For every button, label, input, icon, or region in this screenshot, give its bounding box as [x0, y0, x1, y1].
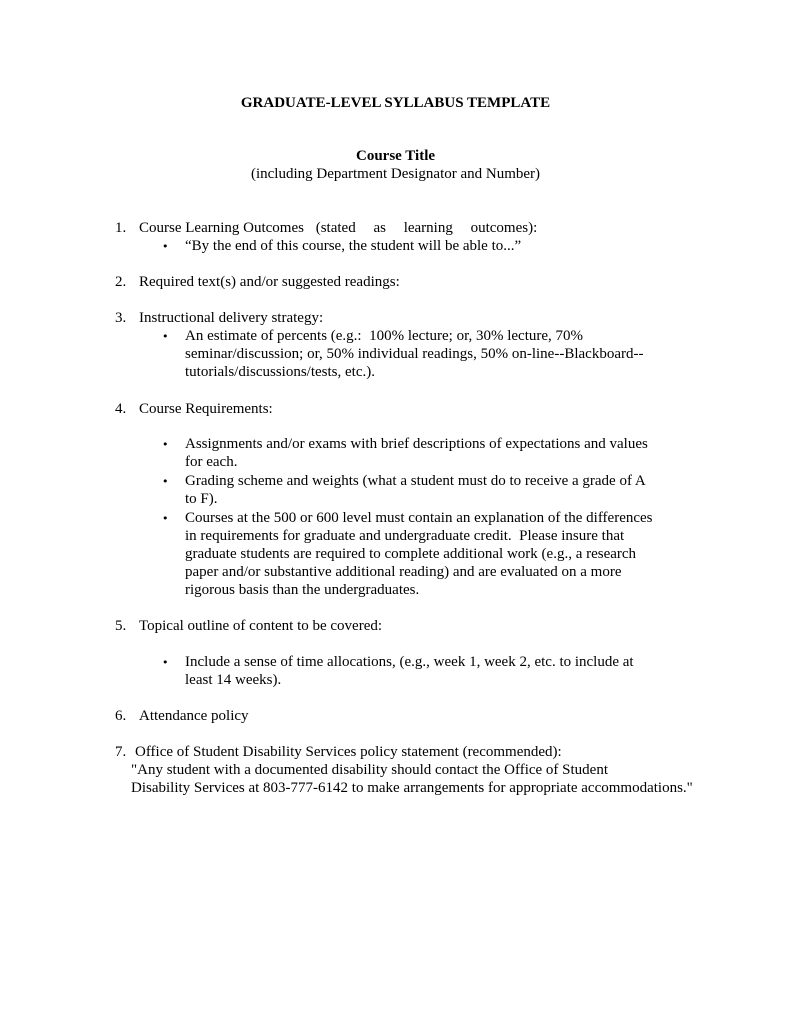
item-number: 6. [115, 708, 127, 724]
bullet-line: Grading scheme and weights (what a student must do to receive a grade of A [185, 473, 646, 489]
bullet-item [185, 327, 685, 381]
item-label-suffix: (stated as learning outcomes): [315, 220, 538, 236]
bullet-line: An estimate of percents (e.g.: 100% lecture; or, 30% lecture, 70% [185, 328, 584, 344]
bullet-line: Include a sense of time allocations, (e.g., week 1, week 2, etc. to include at [185, 654, 634, 670]
bullet-line: paper and/or substantive additional reading) and are evaluated on a more [185, 564, 622, 580]
bullet-line: Courses at the 500 or 600 level must contain an explanation of the differences [185, 510, 653, 526]
bullet-icon: • [162, 438, 169, 451]
item-label: Instructional delivery strategy: [139, 310, 324, 326]
bullet-line: in requirements for graduate and undergraduate credit. Please insure that [185, 528, 625, 544]
bullet-item [185, 237, 685, 255]
policy-quote [131, 761, 693, 797]
course-title: Course Title [355, 148, 436, 164]
bullet-line: least 14 weeks). [185, 672, 282, 688]
item-number: 5. [115, 618, 127, 634]
bullet-icon: • [162, 512, 169, 525]
bullet-icon: • [162, 330, 169, 343]
bullet-item [185, 472, 685, 508]
item-label-main: Course Learning Outcomes [139, 220, 304, 236]
bullet-line: to F). [185, 491, 218, 507]
page-title: GRADUATE-LEVEL SYLLABUS TEMPLATE [240, 95, 551, 111]
item-label: Required text(s) and/or suggested readings: [139, 274, 400, 290]
item-number: 7. [115, 744, 127, 760]
item-number: 2. [115, 274, 127, 290]
quote-line: Disability Services at 803-777-6142 to make arrangements for appropriate accommodations." [131, 780, 693, 796]
bullet-line: Assignments and/or exams with brief descriptions of expectations and values [185, 436, 648, 452]
bullet-line: seminar/discussion; or, 50% individual readings, 50% on-line--Blackboard-- [185, 346, 644, 362]
bullet-icon: • [162, 656, 169, 669]
bullet-item [185, 509, 685, 599]
bullet-icon: • [162, 475, 169, 488]
item-number: 4. [115, 401, 127, 417]
course-subtitle: (including Department Designator and Number) [250, 166, 541, 182]
bullet-item [185, 653, 685, 689]
item-number: 1. [115, 220, 127, 236]
bullet-line: tutorials/discussions/tests, etc.). [185, 364, 375, 380]
bullet-line: for each. [185, 454, 238, 470]
item-label: Office of Student Disability Services policy statement (recommended): [135, 744, 562, 760]
quote-line: "Any student with a documented disability should contact the Office of Student [131, 762, 609, 778]
item-label [139, 219, 537, 237]
item-label: Attendance policy [139, 708, 249, 724]
item-label: Topical outline of content to be covered: [139, 618, 383, 634]
bullet-line: rigorous basis than the undergraduates. [185, 582, 420, 598]
bullet-line: “By the end of this course, the student will be able to...” [185, 238, 522, 254]
bullet-icon: • [162, 240, 169, 253]
item-number: 3. [115, 310, 127, 326]
bullet-item [185, 435, 685, 471]
bullet-line: graduate students are required to complete additional work (e.g., a research [185, 546, 637, 562]
item-label: Course Requirements: [139, 401, 273, 417]
